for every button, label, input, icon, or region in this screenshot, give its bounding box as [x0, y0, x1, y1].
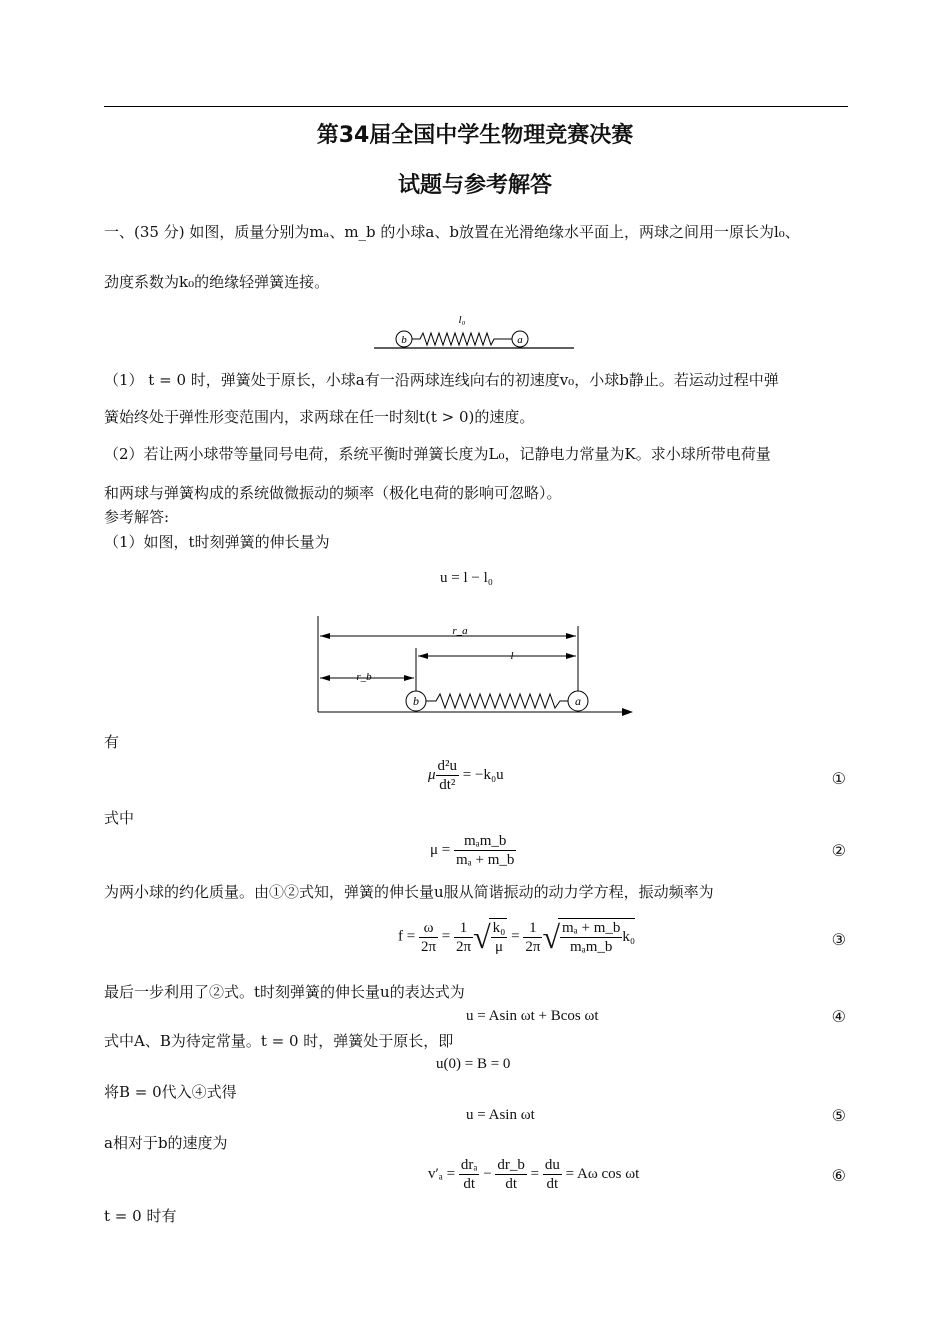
eq3-frac-1 [454, 919, 473, 956]
eq6-n1: drₐ [460, 1157, 478, 1173]
header-rule [104, 106, 848, 107]
page-title: 第34届全国中学生物理竞赛决赛 [316, 123, 634, 148]
eq6-frac-1 [459, 1156, 480, 1193]
eq2-num: mₐm_b [464, 833, 507, 849]
eq-number-4: ④ [831, 1007, 846, 1026]
solution-s7: t = 0 时有 [104, 1207, 177, 1225]
eq6-d1: dt [459, 1174, 480, 1193]
solution-s4: 式中A、B为待定常量。t = 0 时，弹簧处于原长，即 [104, 1032, 454, 1050]
x-axis-arrow [622, 708, 633, 716]
eq1-fraction [436, 757, 460, 794]
label-ra: r_a [452, 625, 468, 637]
eq-number-3: ③ [831, 930, 846, 949]
solution-s5: 将B = 0代入④式得 [104, 1083, 237, 1101]
equation-1 [428, 757, 504, 794]
text-you: 有 [104, 733, 120, 751]
eq3-k0b: k₀ [622, 928, 636, 945]
eq6-rhs: = Aω cos ωt [565, 1165, 640, 1182]
figure-spring-2 [308, 612, 638, 720]
l-arrow-right [566, 653, 576, 659]
eq2-fraction [454, 832, 516, 869]
q1-line1: （1） t = 0 时，弹簧处于原长，小球a有一沿两球连线向右的初速度v₀，小球b静止。若运动过程中弹 [104, 371, 779, 389]
eq6-d2: dt [495, 1174, 527, 1193]
eq3-f: f = [398, 928, 416, 945]
eq6-lhs: v′ₐ = [428, 1165, 456, 1182]
eq6-frac-3 [543, 1156, 562, 1193]
equation-u0: u(0) = B = 0 [436, 1056, 511, 1072]
solution-header: 参考解答: [104, 508, 170, 526]
eq3-mu: μ [491, 937, 508, 956]
eq6-eq: = [530, 1165, 540, 1182]
eq1-num: d²u [437, 758, 458, 774]
figure-spring-1 [370, 308, 580, 354]
q2-line2: 和两球与弹簧构成的系统做微振动的频率（极化电荷的影响可忽略）。 [104, 484, 562, 502]
spring [412, 333, 512, 345]
eq1-den: dt² [436, 775, 460, 794]
eq1-rhs: = −k₀u [462, 766, 504, 783]
eq-number-5: ⑤ [831, 1106, 846, 1125]
eq6-n3: du [544, 1157, 560, 1173]
solution-s1: （1）如图，t时刻弹簧的伸长量为 [104, 533, 330, 551]
eq3-eq2: = [511, 928, 520, 945]
ball-a-label: a [517, 334, 523, 346]
spring-2 [426, 694, 568, 708]
eq1-mu: μ [428, 766, 436, 783]
ra-arrow-right [566, 633, 576, 639]
problem-line2: 劲度系数为k₀的绝缘轻弹簧连接。 [104, 273, 330, 291]
eq3-2pi: 2π [420, 938, 437, 955]
eq6-frac-2 [495, 1156, 527, 1193]
eq-u: u = l − l₀ [440, 570, 493, 586]
q2-line1: （2）若让两小球带等量同号电荷，系统平衡时弹簧长度为L₀，记静电力常量为K。求小球所带电荷量 [104, 445, 771, 463]
eq3-sqrt-2 [558, 918, 635, 956]
eq3-2pi-a: 2π [456, 938, 472, 955]
ball-b-2-label: b [413, 694, 419, 708]
q1-line2: 簧始终处于弹性形变范围内，求两球在任一时刻t(t > 0)的速度。 [104, 408, 535, 426]
eq3-sqrt-1 [489, 918, 508, 956]
equation-6 [428, 1156, 639, 1193]
rb-arrow-left [320, 675, 330, 681]
equation-3 [398, 918, 635, 956]
eq3-one-a: 1 [459, 919, 468, 936]
ra-arrow-left [320, 633, 330, 639]
label-l: l [510, 650, 514, 662]
eq3-frac-masses [560, 919, 622, 956]
eq6-n2: dr_b [497, 1157, 525, 1173]
problem-line1: 一、(35 分) 如图，质量分别为mₐ、m_b 的小球a、b放置在光滑绝缘水平面上，两球之间用一原长为l₀、 [104, 223, 800, 241]
label-rb: r_b [356, 671, 372, 683]
eq2-den: mₐ + m_b [456, 852, 515, 868]
l-arrow-left [418, 653, 428, 659]
eq3-2pi-b: 2π [525, 938, 541, 955]
eq-number-1: ① [831, 769, 846, 788]
equation-5: u = Asin ωt [466, 1107, 535, 1123]
text-shizhong: 式中 [104, 809, 135, 827]
eq3-frac-omega [419, 919, 438, 956]
eq3-omega: ω [423, 919, 434, 936]
page-subtitle: 试题与参考解答 [397, 173, 552, 198]
solution-s6: a相对于b的速度为 [104, 1134, 228, 1152]
eq3-one-b: 1 [529, 919, 537, 936]
equation-2 [430, 832, 516, 869]
eq3-k0: k₀ [492, 920, 506, 936]
eq-number-6: ⑥ [831, 1166, 846, 1185]
ball-a-2-label: a [575, 694, 581, 708]
eq6-minus: − [483, 1165, 492, 1182]
solution-s3: 最后一步利用了②式。t时刻弹簧的伸长量u的表达式为 [104, 983, 465, 1001]
eq6-d3: dt [543, 1174, 562, 1193]
sqrt-icon: √ [473, 919, 491, 955]
eq3-eq1: = [441, 928, 451, 945]
eq3-frac-k0mu [491, 919, 508, 956]
eq3-frac-2 [523, 919, 542, 956]
label-l0: l₀ [458, 314, 466, 326]
eq2-lhs: μ = [430, 841, 451, 858]
ball-b-label: b [401, 334, 407, 346]
solution-s2: 为两小球的约化质量。由①②式知，弹簧的伸长量u服从简谐振动的动力学方程，振动频率为 [104, 883, 714, 901]
rb-arrow-right [404, 675, 414, 681]
equation-4: u = Asin ωt + Bcos ωt [466, 1008, 599, 1024]
sqrt-icon-2: √ [542, 919, 560, 955]
eq3-prod: mₐm_b [560, 937, 622, 956]
eq-number-2: ② [831, 841, 846, 860]
eq3-sum: mₐ + m_b [562, 920, 621, 936]
